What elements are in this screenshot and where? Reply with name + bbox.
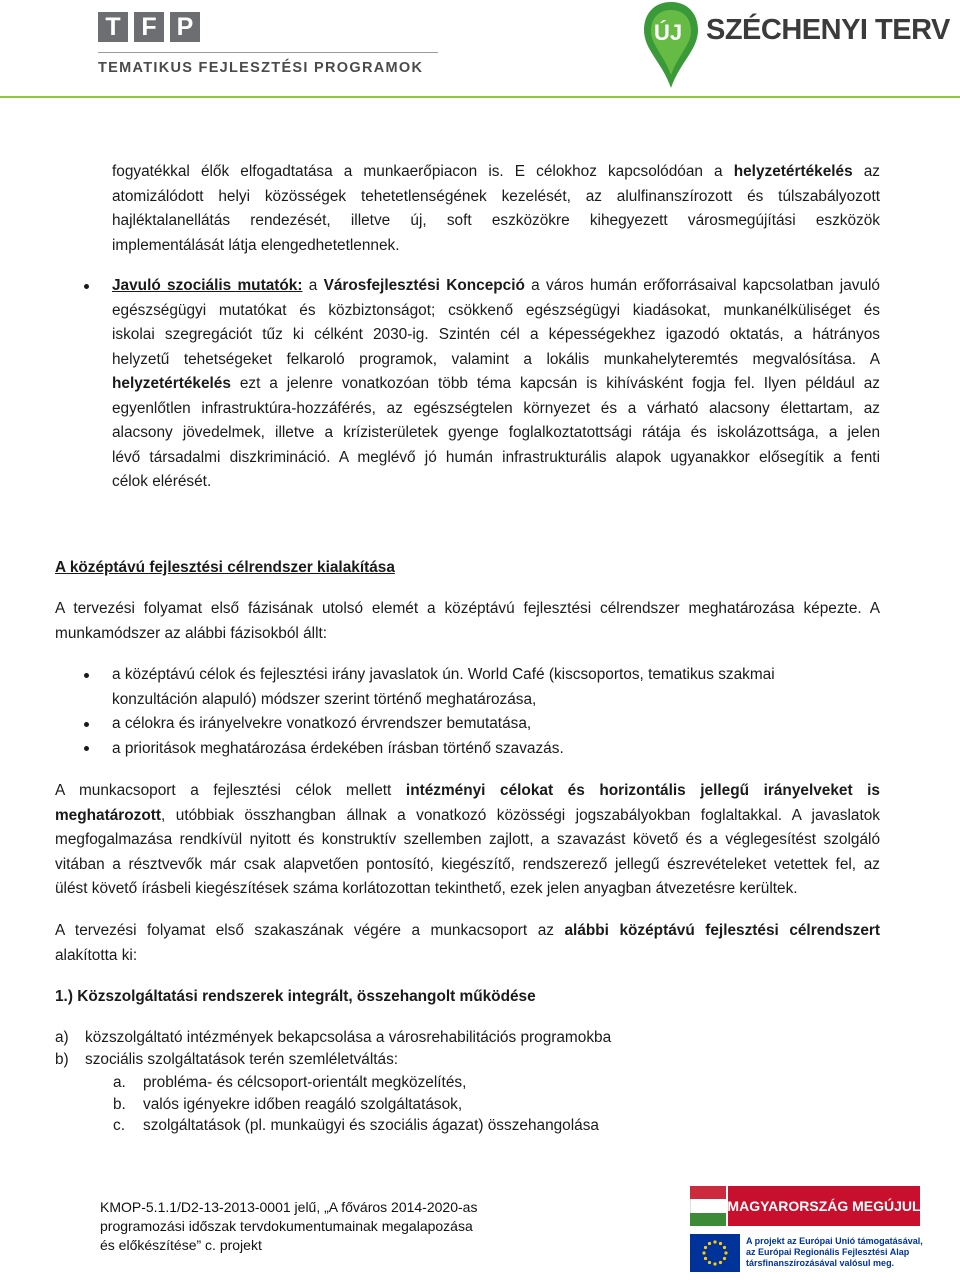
text-line: egészségügyi mutatókat és közbiztonságot; csökkenő egészségügyi kiadásokat, munkanélküliséget és [112, 301, 880, 319]
tfp-letter-p: P [170, 12, 200, 42]
footer-project-text [100, 1198, 540, 1255]
eu-logo [690, 1234, 930, 1274]
goal-title: 1.) Közszolgáltatási rendszerek integrált, összehangolt működése [55, 988, 536, 1005]
eu-line: társfinanszírozásával valósul meg. [746, 1258, 895, 1268]
text-line [55, 804, 880, 829]
list-item-continued: konzultáción alapuló) módszer szerint történő meghatározása, [112, 690, 537, 708]
bold-term: Városfejlesztési Koncepció [323, 277, 525, 294]
text-line: munkamódszer az alábbi fázisokból állt: [55, 624, 328, 642]
magyarorszag-megujul-logo [690, 1186, 920, 1226]
text-line: atomizálódott helyi közösségek tehetetlenségének kezelését, az alulfinanszírozott és túlszabályozott [112, 187, 880, 205]
paragraph-intro [112, 160, 880, 258]
szechenyi-logo [640, 0, 950, 92]
eu-text [746, 1236, 923, 1269]
text-line [55, 779, 880, 804]
bullet-dot [84, 673, 89, 678]
goal-heading [55, 985, 880, 1010]
tfp-letter-f: F [134, 12, 164, 42]
text-span: a [302, 277, 324, 294]
mo-logo-text: MAGYARORSZÁG MEGÚJUL [727, 1198, 921, 1214]
heading-text: A középtávú fejlesztési célrendszer kialakítása [55, 559, 395, 576]
text-line: megfogalmazása rendkívül nyitott és konstruktív szellemben zajlott, a szavazást követő és a véglegesítést szolgáló [55, 831, 880, 848]
list-label: b) [55, 1051, 69, 1068]
list-item: közszolgáltató intézmények bekapcsolása a városrehabilitációs programokba [85, 1029, 612, 1046]
text-line: A tervezési folyamat első fázisának utolsó elemét a középtávú fejlesztési célrendszer meghatározása képezte. A [55, 600, 880, 617]
bullet-dot [84, 284, 89, 289]
text-line: egyenlőtlen infrastruktúra-hozzáférés, az egészségtelen környezet és a várható alacsony élettartam, az [112, 399, 880, 417]
eu-flag-icon [690, 1234, 740, 1272]
eu-line: A projekt az Európai Unió támogatásával, [746, 1236, 923, 1246]
list-item: a prioritások meghatározása érdekében írásban történő szavazás. [112, 739, 564, 757]
footer-line: és előkészítése” c. projekt [100, 1237, 262, 1253]
text-span: a város humán erőforrásaival kapcsolatban javuló [524, 277, 880, 294]
list-item: a célokra és irányelvekre vonatkozó érvrendszer bemutatása, [112, 715, 532, 732]
bullet-dot [84, 746, 89, 751]
szechenyi-terv-label: SZÉCHENYI TERV [706, 14, 950, 46]
paragraph-workgroup [55, 779, 880, 902]
text-span: A munkacsoport a fejlesztési célok mellett [55, 782, 406, 799]
tfp-divider [98, 52, 438, 53]
sub-list-label: c. [113, 1117, 125, 1134]
bold-term: alábbi középtávú fejlesztési célrendszert [564, 922, 880, 939]
list-label: a) [55, 1029, 69, 1046]
tfp-letter-t: T [98, 12, 128, 42]
paragraph-target-system [55, 919, 880, 968]
sub-list-item: valós igényekre időben reagáló szolgáltatások, [143, 1096, 463, 1113]
text-line: lévő társadalmi diszkrimináció. A meglévő jó humán infrastrukturális alapok ugyanakkor elősegítik a fenti [112, 448, 880, 466]
list-item: a középtávú célok és fejlesztési irány javaslatok ún. World Café (kiscsoportos, tematikus szakmai [112, 666, 775, 683]
text-span: fogyatékkal élők elfogadtatása a munkaerőpiacon is. E célokhoz kapcsolódóan a [112, 163, 734, 180]
text-line: helyzetű tehetségeket felkaroló programok, valamint a lokális munkahelyteremtés megvalósítása. A [112, 350, 880, 368]
text-line [112, 274, 880, 299]
header-rule [0, 96, 960, 98]
sub-list-label: a. [113, 1074, 126, 1091]
text-line: vitában a résztvevők már csak alapvetően pontosító, kiegészítő, rendszerező jellegű észrevételeket vetettek fel, az [55, 855, 880, 873]
uj-label: ÚJ [654, 20, 683, 45]
bullet-dot [84, 722, 89, 727]
text-span: , utóbbiak összhangban állnak a vonatkozó közösségi jogszabályokban foglaltakkal. A javaslatok [161, 806, 880, 824]
text-line: hajléktalanellátás rendezését, illetve új, soft eszközökre kihegyezett városmegújítási eszközök [112, 212, 880, 229]
bold-term: intézményi célokat és horizontális jellegű irányelveket is [405, 782, 880, 799]
bold-term: helyzetértékelés [733, 163, 853, 180]
bold-term: meghatározott [55, 806, 162, 824]
tfp-logo [98, 12, 448, 80]
tfp-subtitle: TEMATIKUS FEJLESZTÉSI PROGRAMOK [98, 60, 424, 76]
mo-banner [728, 1186, 920, 1226]
goal-list [55, 1026, 880, 1136]
phases-list [112, 663, 880, 761]
text-line: alakította ki: [55, 946, 138, 964]
text-line: célok elérését. [112, 473, 212, 490]
footer-line: KMOP-5.1.1/D2-13-2013-0001 jelű, „A főváros 2014-2020-as [100, 1199, 478, 1215]
sub-list-item: probléma- és célcsoport-orientált megközelítés, [143, 1074, 467, 1091]
bullet-title: Javuló szociális mutatók: [112, 277, 303, 294]
footer-line: programozási időszak tervdokumentumainak megalapozása [100, 1218, 473, 1234]
flag-icon [690, 1186, 726, 1226]
text-line: implementálását látja elengedhetetlennek. [112, 236, 400, 254]
text-line: alacsony jövedelmek, illetve a krízisterületek gyenge foglalkoztatottsági rátája és iskolázottsága, a jelen [112, 424, 880, 441]
text-line [112, 372, 880, 397]
bullet-social-indicators [112, 274, 880, 495]
sub-list-label: b. [113, 1096, 126, 1113]
text-span: ezt a jelenre vonatkozóan több téma kapcsán is kihívásként fogja fel. Ilyen például az [230, 375, 880, 392]
section-heading [55, 556, 880, 581]
text-span: az [852, 163, 881, 180]
text-line: ülést követő írásbeli kiegészítések száma korlátozottan tekinthető, ezek jelen anyagban átvezetésre kerültek. [55, 880, 798, 897]
bold-term: helyzetértékelés [112, 375, 231, 392]
text-line [55, 919, 880, 944]
text-line [112, 160, 880, 185]
list-item: szociális szolgáltatások terén szemléletváltás: [85, 1051, 399, 1068]
text-line: iskolai szegregációt tűz ki célként 2030-ig. Szintén cél a képességekhez igazodó oktatás, a hátrányos [112, 326, 880, 343]
text-span: A tervezési folyamat első szakaszának végére a munkacsoport az [55, 922, 565, 939]
sub-list-item: szolgáltatások (pl. munkaügyi és szociális ágazat) összehangolása [143, 1117, 599, 1134]
paragraph-method [55, 597, 880, 646]
eu-line: az Európai Regionális Fejlesztési Alap [746, 1247, 910, 1257]
